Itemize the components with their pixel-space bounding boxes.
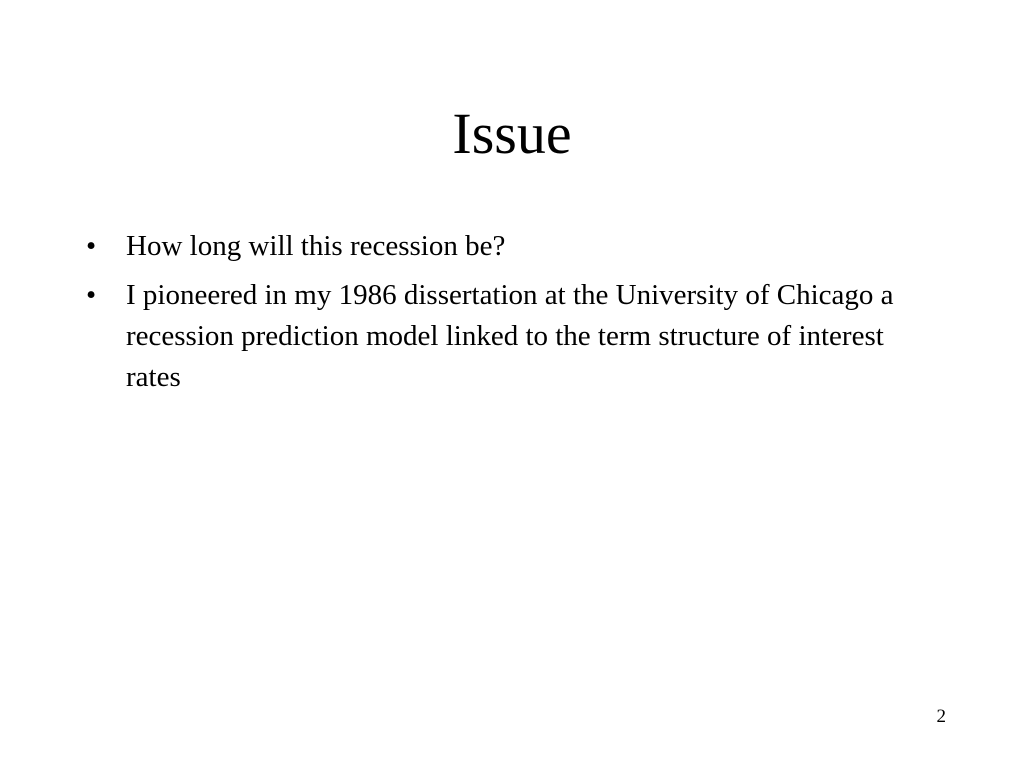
bullet-marker: •: [86, 279, 97, 311]
bullet-item: [86, 226, 916, 267]
page-number: 2: [936, 706, 946, 727]
bullet-item: [86, 275, 916, 398]
bullet-text: I pioneered in my 1986 dissertation at the University of Chicago a recession prediction model linked to the term structure of interest rates: [126, 279, 894, 393]
slide-title: Issue: [452, 101, 572, 166]
bullet-list: [86, 226, 916, 406]
bullet-marker: •: [86, 230, 97, 262]
bullet-text: How long will this recession be?: [126, 230, 506, 262]
